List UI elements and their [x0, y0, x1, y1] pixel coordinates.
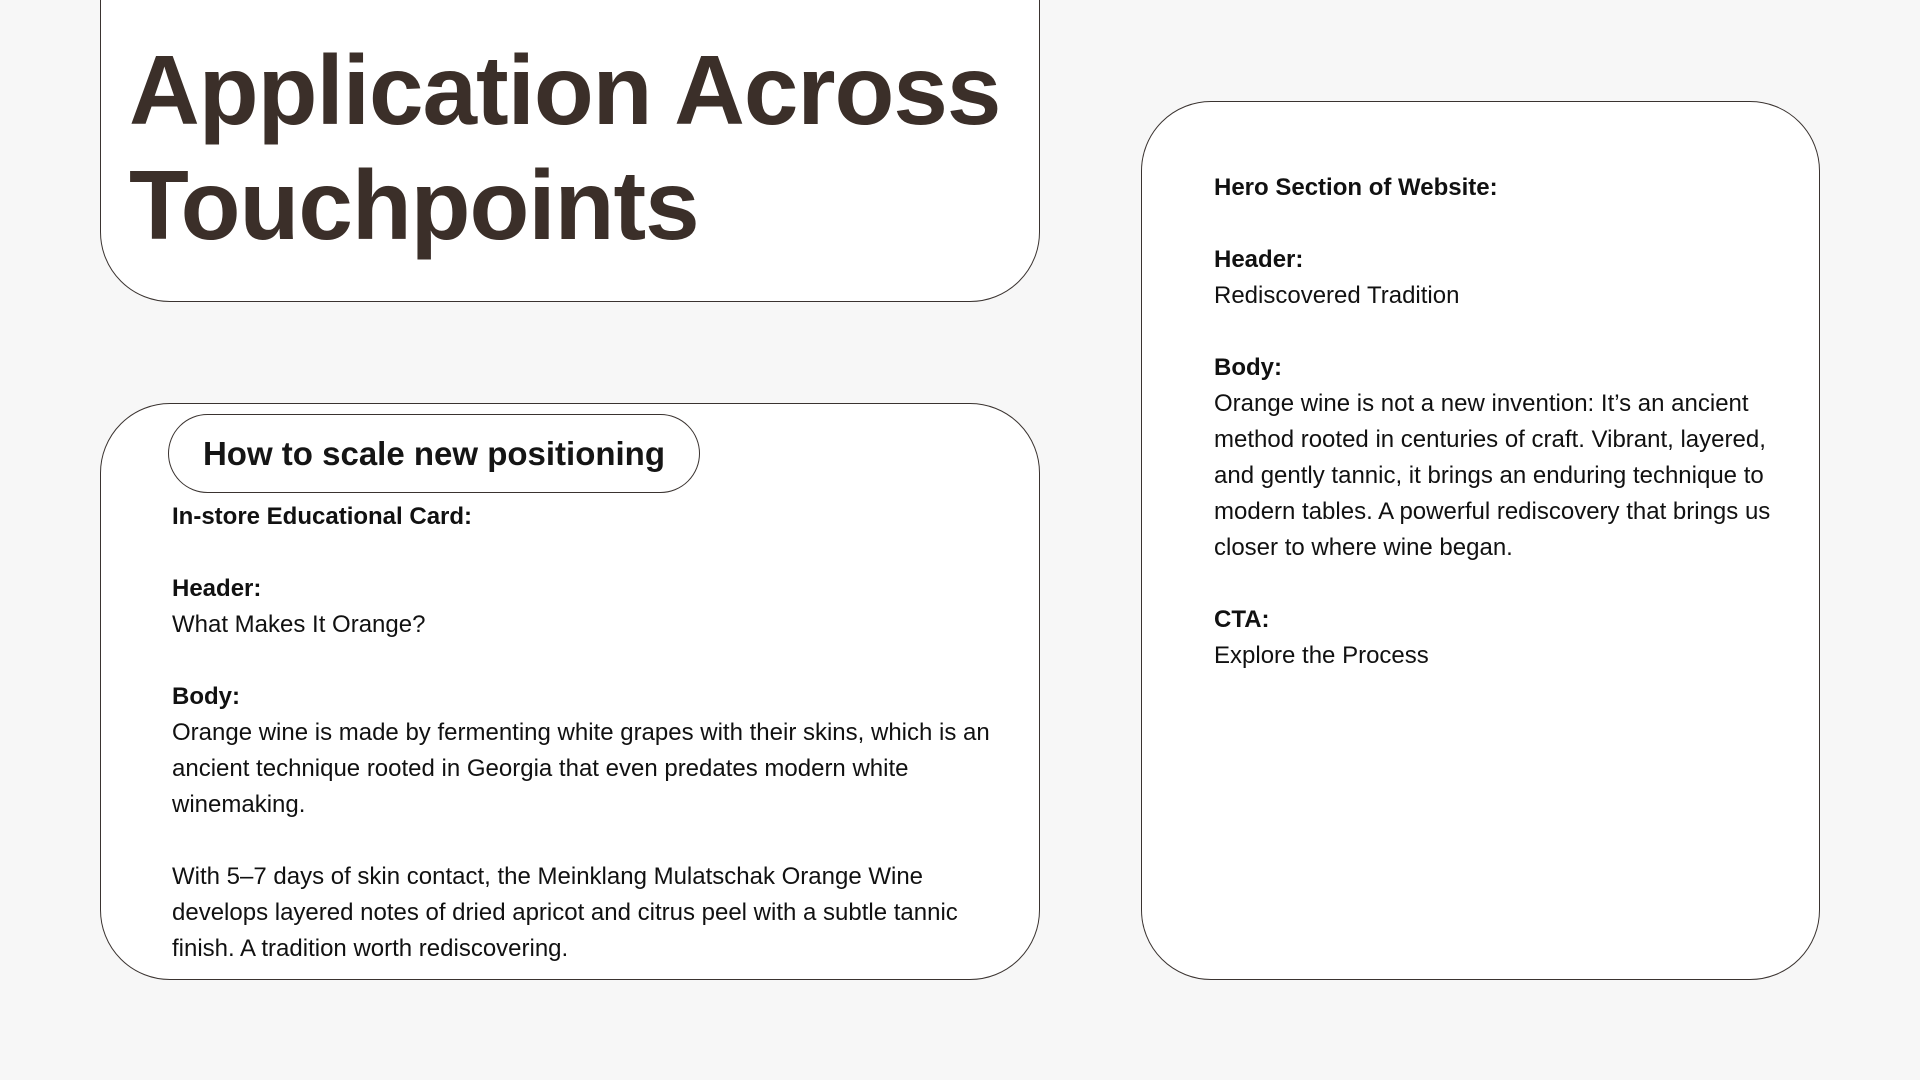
hero-card-body-label: Body: — [1214, 354, 1282, 381]
educational-card-header-value: What Makes It Orange? — [172, 611, 426, 638]
educational-card-section-label: In-store Educational Card: — [172, 503, 473, 530]
educational-card-body-paragraph-2: With 5–7 days of skin contact, the Meinklang Mulatschak Orange Wine develops layered notes of dried apricot and citrus peel with a subtle tannic finish. A tradition worth rediscovering. — [172, 863, 958, 962]
hero-card-header-label: Header: — [1214, 246, 1304, 273]
hero-card-body-paragraph: Orange wine is not a new invention: It’s an ancient method rooted in centuries of craft. Vibrant, layered, and gently tannic, it brings an enduring technique to modern tables. A powerful rediscovery that brings us closer to where wine began. — [1214, 390, 1771, 561]
educational-card-content — [172, 499, 992, 967]
page-title-line-2: Touchpoints — [129, 150, 699, 260]
hero-card-content — [1214, 170, 1794, 674]
educational-card-header-label: Header: — [172, 575, 262, 602]
pill-label: How to scale new positioning — [168, 414, 700, 493]
page-title-line-1: Application Across — [129, 35, 1001, 145]
hero-section-card — [1141, 101, 1820, 980]
hero-card-header-value: Rediscovered Tradition — [1214, 282, 1460, 309]
educational-card-body-label: Body: — [172, 683, 240, 710]
hero-card-cta-value: Explore the Process — [1214, 642, 1429, 669]
page-title — [129, 33, 1000, 263]
hero-card-section-label: Hero Section of Website: — [1214, 174, 1498, 201]
educational-card-body-paragraph-1: Orange wine is made by fermenting white grapes with their skins, which is an ancient technique rooted in Georgia that even predates modern white winemaking. — [172, 719, 990, 818]
title-card — [100, 0, 1040, 302]
educational-card — [100, 403, 1040, 980]
hero-card-cta-label: CTA: — [1214, 606, 1270, 633]
